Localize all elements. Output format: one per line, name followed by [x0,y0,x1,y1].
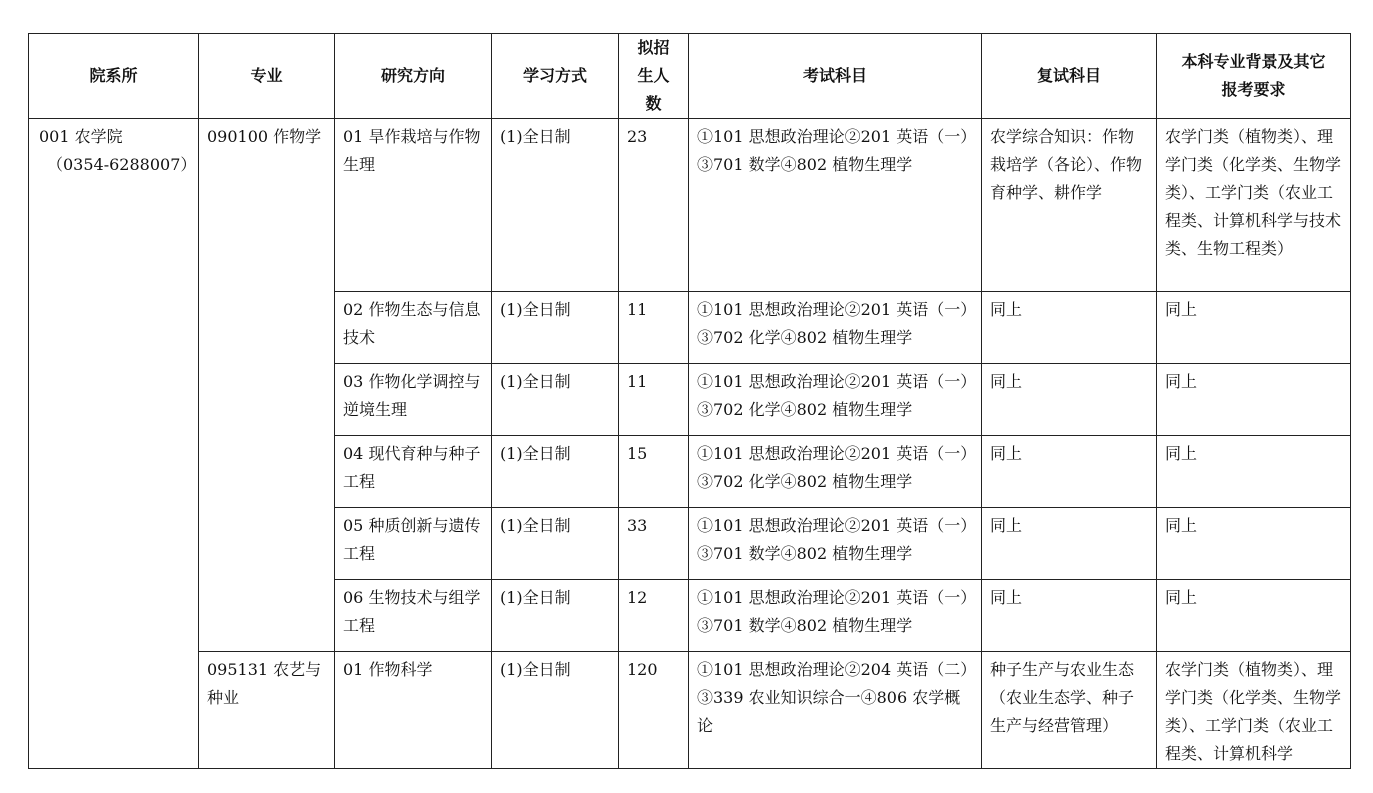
table-row [29,652,1351,769]
table-row [29,119,1351,292]
mode-cell: (1)全日制 [492,580,619,652]
quota-cell: 11 [619,292,689,364]
header-quota: 拟招生人数 [619,34,689,119]
requirements-cell: 同上 [1157,292,1351,364]
mode-cell: (1)全日制 [492,292,619,364]
direction-cell: 01 作物科学 [335,652,492,769]
major-cell: 090100 作物学 [199,119,335,652]
requirements-cell: 同上 [1157,508,1351,580]
requirements-cell: 同上 [1157,364,1351,436]
direction-cell: 06 生物技术与组学工程 [335,580,492,652]
quota-cell: 15 [619,436,689,508]
quota-cell: 12 [619,580,689,652]
direction-cell: 02 作物生态与信息技术 [335,292,492,364]
mode-cell: (1)全日制 [492,508,619,580]
header-row [29,34,1351,119]
mode-cell: (1)全日制 [492,119,619,292]
header-retest: 复试科目 [982,34,1157,119]
exam-cell: ①101 思想政治理论②201 英语（一）③702 化学④802 植物生理学 [689,436,982,508]
direction-cell: 01 旱作栽培与作物生理 [335,119,492,292]
header-dept: 院系所 [29,34,199,119]
retest-cell: 农学综合知识：作物栽培学（各论）、作物育种学、耕作学 [982,119,1157,292]
quota-cell: 23 [619,119,689,292]
direction-cell: 04 现代育种与种子工程 [335,436,492,508]
header-mode: 学习方式 [492,34,619,119]
retest-cell: 同上 [982,364,1157,436]
retest-cell: 同上 [982,508,1157,580]
exam-cell: ①101 思想政治理论②201 英语（一）③702 化学④802 植物生理学 [689,292,982,364]
header-direction: 研究方向 [335,34,492,119]
retest-cell: 同上 [982,436,1157,508]
retest-cell: 种子生产与农业生态（农业生态学、种子生产与经营管理） [982,652,1157,769]
header-exam: 考试科目 [689,34,982,119]
exam-cell: ①101 思想政治理论②204 英语（二）③339 农业知识综合一④806 农学概论 [689,652,982,769]
dept-name: 001 农学院 [39,127,123,146]
mode-cell: (1)全日制 [492,652,619,769]
header-major: 专业 [199,34,335,119]
quota-cell: 120 [619,652,689,769]
direction-cell: 03 作物化学调控与逆境生理 [335,364,492,436]
header-requirements: 本科专业背景及其它报考要求 [1157,34,1351,119]
exam-cell: ①101 思想政治理论②201 英语（一）③701 数学④802 植物生理学 [689,508,982,580]
exam-cell: ①101 思想政治理论②201 英语（一）③701 数学④802 植物生理学 [689,580,982,652]
requirements-cell: 农学门类（植物类）、理学门类（化学类、生物学类）、工学门类（农业工程类、计算机科学与技术类、生物工程类） [1157,119,1351,292]
retest-cell: 同上 [982,292,1157,364]
quota-cell: 11 [619,364,689,436]
mode-cell: (1)全日制 [492,364,619,436]
requirements-cell: 农学门类（植物类）、理学门类（化学类、生物学类）、工学门类（农业工程类、计算机科学 [1157,652,1351,769]
dept-cell [29,119,199,769]
requirements-cell: 同上 [1157,580,1351,652]
admissions-table [28,33,1351,769]
quota-cell: 33 [619,508,689,580]
exam-cell: ①101 思想政治理论②201 英语（一）③702 化学④802 植物生理学 [689,364,982,436]
major-cell: 095131 农艺与种业 [199,652,335,769]
requirements-cell: 同上 [1157,436,1351,508]
exam-cell: ①101 思想政治理论②201 英语（一）③701 数学④802 植物生理学 [689,119,982,292]
direction-cell: 05 种质创新与遗传工程 [335,508,492,580]
mode-cell: (1)全日制 [492,436,619,508]
dept-phone: （0354-6288007） [47,155,197,174]
retest-cell: 同上 [982,580,1157,652]
